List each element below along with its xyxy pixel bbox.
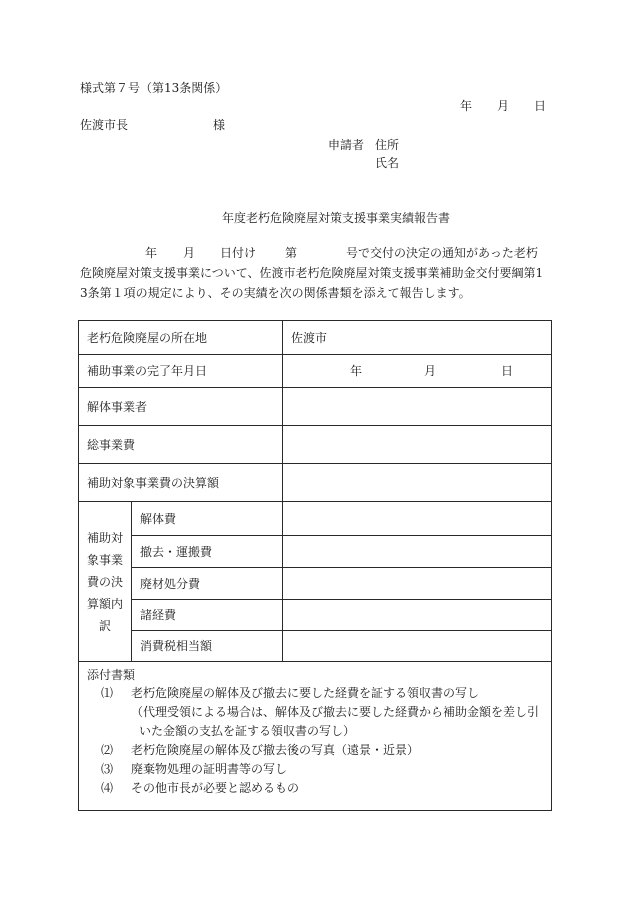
addressee-honorific: 様 bbox=[213, 118, 226, 132]
body-number-prefix: 第 bbox=[285, 246, 298, 260]
disposal-cost-field[interactable] bbox=[283, 568, 552, 600]
body-day: 日付け bbox=[220, 246, 257, 260]
report-table bbox=[78, 320, 552, 811]
completion-label: 補助事業の完了年月日 bbox=[79, 355, 283, 388]
date-year-label: 年 bbox=[460, 99, 473, 113]
total-cost-label: 総事業費 bbox=[79, 426, 283, 464]
completion-day: 日 bbox=[501, 364, 514, 378]
contractor-field[interactable] bbox=[283, 388, 552, 426]
attachment-text: 老朽危険廃屋の解体及び撤去に要した経費を証する領収書の写し bbox=[131, 686, 480, 700]
attachment-number: ⑴ bbox=[101, 686, 114, 700]
attachment-item bbox=[87, 684, 543, 703]
name-label: 氏名 bbox=[375, 156, 400, 170]
addressee: 佐渡市長 bbox=[80, 118, 129, 132]
attachment-text: 老朽危険廃屋の解体及び撤去後の写真（遠景・近景） bbox=[131, 743, 420, 757]
applicant-label: 申請者 bbox=[328, 138, 365, 152]
settlement-label: 補助対象事業費の決算額 bbox=[79, 464, 283, 502]
row-removal bbox=[79, 536, 552, 568]
breakdown-label: 補助対象事業費の決算額内訳 bbox=[79, 502, 132, 662]
attachment-number: ⑶ bbox=[101, 762, 114, 776]
attachment-item bbox=[87, 779, 543, 798]
tax-field[interactable] bbox=[283, 631, 552, 662]
row-location bbox=[79, 321, 552, 355]
attachment-item bbox=[87, 741, 543, 760]
body-year: 年 bbox=[145, 246, 158, 260]
contractor-label: 解体事業者 bbox=[79, 388, 283, 426]
row-disposal bbox=[79, 568, 552, 600]
removal-cost-field[interactable] bbox=[283, 536, 552, 568]
demolition-cost-field[interactable] bbox=[283, 502, 552, 536]
settlement-field[interactable] bbox=[283, 464, 552, 502]
completion-date-field[interactable] bbox=[283, 355, 552, 388]
completion-month: 月 bbox=[424, 364, 437, 378]
breakdown-item-label: 消費税相当額 bbox=[132, 631, 283, 662]
attachment-text: 廃棄物処理の証明書等の写し bbox=[131, 762, 288, 776]
form-number: 様式第７号（第13条関係） bbox=[80, 81, 228, 95]
attachment-number: ⑷ bbox=[101, 781, 114, 795]
row-contractor bbox=[79, 388, 552, 426]
body-line1-rest: 号で交付の決定の通知があった老朽 bbox=[346, 246, 538, 260]
attachment-item bbox=[87, 760, 543, 779]
row-total-cost bbox=[79, 426, 552, 464]
completion-year: 年 bbox=[350, 364, 363, 378]
attachment-note-line1: （代理受領による場合は、解体及び撤去に要した経費から補助金額を差し引 bbox=[131, 705, 540, 719]
row-completion bbox=[79, 355, 552, 388]
location-label: 老朽危険廃屋の所在地 bbox=[79, 321, 283, 355]
breakdown-item-label: 解体費 bbox=[132, 502, 283, 536]
body-line3: 3条第１項の規定により、その実績を次の関係書類を添えて報告します。 bbox=[80, 286, 471, 300]
breakdown-item-label: 廃材処分費 bbox=[132, 568, 283, 600]
date-day-label: 日 bbox=[534, 99, 547, 113]
breakdown-item-label: 撤去・運搬費 bbox=[132, 536, 283, 568]
body-month: 月 bbox=[183, 246, 196, 260]
attachment-note-line2: いた金額の支払を証する領収書の写し） bbox=[139, 724, 356, 738]
expenses-field[interactable] bbox=[283, 600, 552, 631]
location-value[interactable]: 佐渡市 bbox=[283, 321, 552, 355]
breakdown-item-label: 諸経費 bbox=[132, 600, 283, 631]
body-line2: 危険廃屋対策支援事業について、佐渡市老朽危険廃屋対策支援事業補助金交付要綱第1 bbox=[80, 266, 544, 280]
row-tax bbox=[79, 631, 552, 662]
attachments-title: 添付書類 bbox=[87, 668, 136, 682]
date-month-label: 月 bbox=[497, 99, 510, 113]
row-demolition bbox=[79, 502, 552, 536]
total-cost-field[interactable] bbox=[283, 426, 552, 464]
attachment-text: その他市長が必要と認めるもの bbox=[131, 781, 300, 795]
row-settlement bbox=[79, 464, 552, 502]
document-title: 年度老朽危険廃屋対策支援事業実績報告書 bbox=[222, 211, 451, 225]
address-label: 住所 bbox=[375, 138, 400, 152]
row-expenses bbox=[79, 600, 552, 631]
row-attachments bbox=[79, 662, 552, 811]
attachment-number: ⑵ bbox=[101, 743, 114, 757]
attachments-cell bbox=[79, 662, 552, 811]
